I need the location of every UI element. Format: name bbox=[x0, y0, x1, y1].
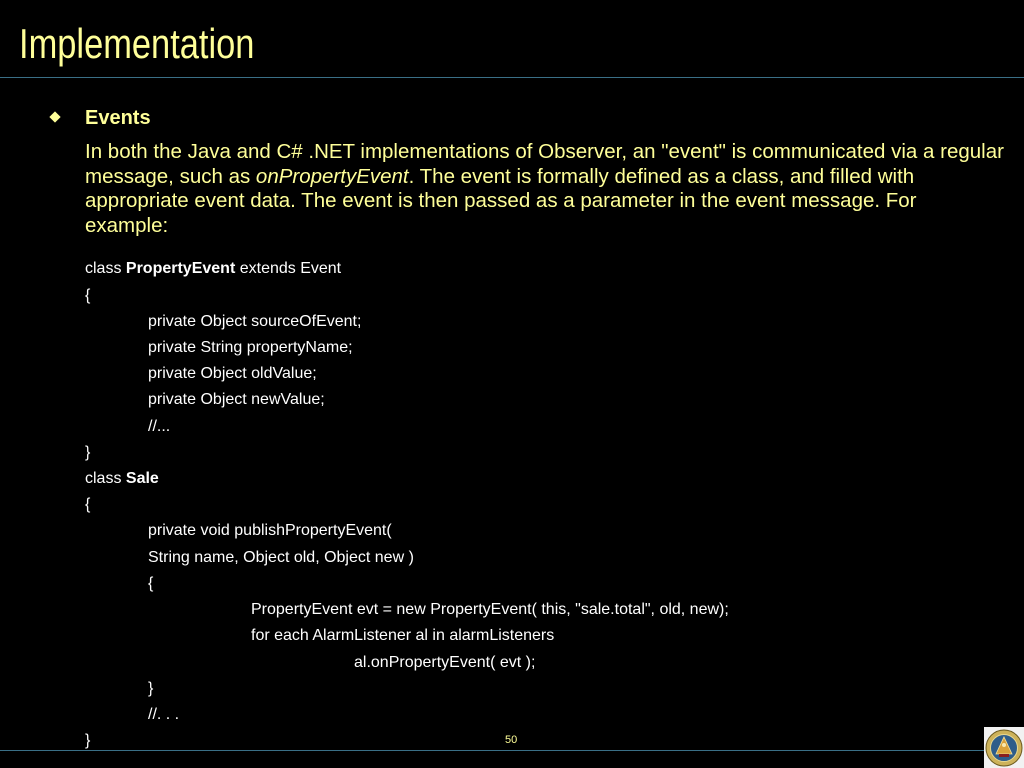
code-line: private Object newValue; bbox=[148, 391, 325, 408]
page-number: 50 bbox=[505, 734, 518, 746]
code-line: } bbox=[85, 732, 91, 749]
code-line: for each AlarmListener al in alarmListeners bbox=[251, 627, 555, 644]
paragraph-italic-term: onPropertyEvent bbox=[255, 164, 409, 188]
code-line bbox=[85, 259, 341, 279]
code-keyword: class bbox=[85, 470, 126, 487]
code-line: //... bbox=[148, 418, 171, 435]
code-line: { bbox=[85, 287, 91, 304]
title-divider bbox=[0, 77, 1024, 78]
code-line: String name, Object old, Object new ) bbox=[148, 549, 414, 566]
code-line: //. . . bbox=[148, 706, 180, 723]
code-line: } bbox=[85, 444, 91, 461]
university-seal-icon bbox=[984, 727, 1024, 768]
paragraph-text-2: . The event is formally defined as a class, and filled with appropriate event data. The event is then passed as a parameter in the event message. For example: bbox=[85, 164, 917, 237]
code-line: private Object sourceOfEvent; bbox=[148, 313, 362, 330]
footer-divider bbox=[0, 750, 1024, 751]
code-class-name: Sale bbox=[125, 470, 159, 487]
code-line: { bbox=[148, 575, 154, 592]
code-line: private Object oldValue; bbox=[148, 365, 317, 382]
code-extends: extends Event bbox=[235, 260, 342, 277]
code-keyword: class bbox=[85, 260, 126, 277]
code-line: private void publishPropertyEvent( bbox=[148, 522, 392, 539]
code-line: al.onPropertyEvent( evt ); bbox=[354, 654, 536, 671]
code-line: { bbox=[85, 496, 91, 513]
code-class-name: PropertyEvent bbox=[125, 260, 236, 277]
slide-title: Implementation bbox=[19, 20, 255, 67]
code-line: PropertyEvent evt = new PropertyEvent( this, "sale.total", old, new); bbox=[251, 601, 729, 618]
paragraph-text-1: In both the Java and C# .NET implementations of Observer, an "event" is communicated via a regular message, such as bbox=[85, 140, 1004, 188]
bullet-heading: Events bbox=[85, 107, 151, 129]
code-line: } bbox=[148, 680, 154, 697]
code-line bbox=[85, 469, 159, 489]
code-line: private String propertyName; bbox=[148, 339, 353, 356]
diamond-bullet-icon bbox=[49, 111, 60, 122]
bullet-paragraph bbox=[85, 140, 1005, 238]
